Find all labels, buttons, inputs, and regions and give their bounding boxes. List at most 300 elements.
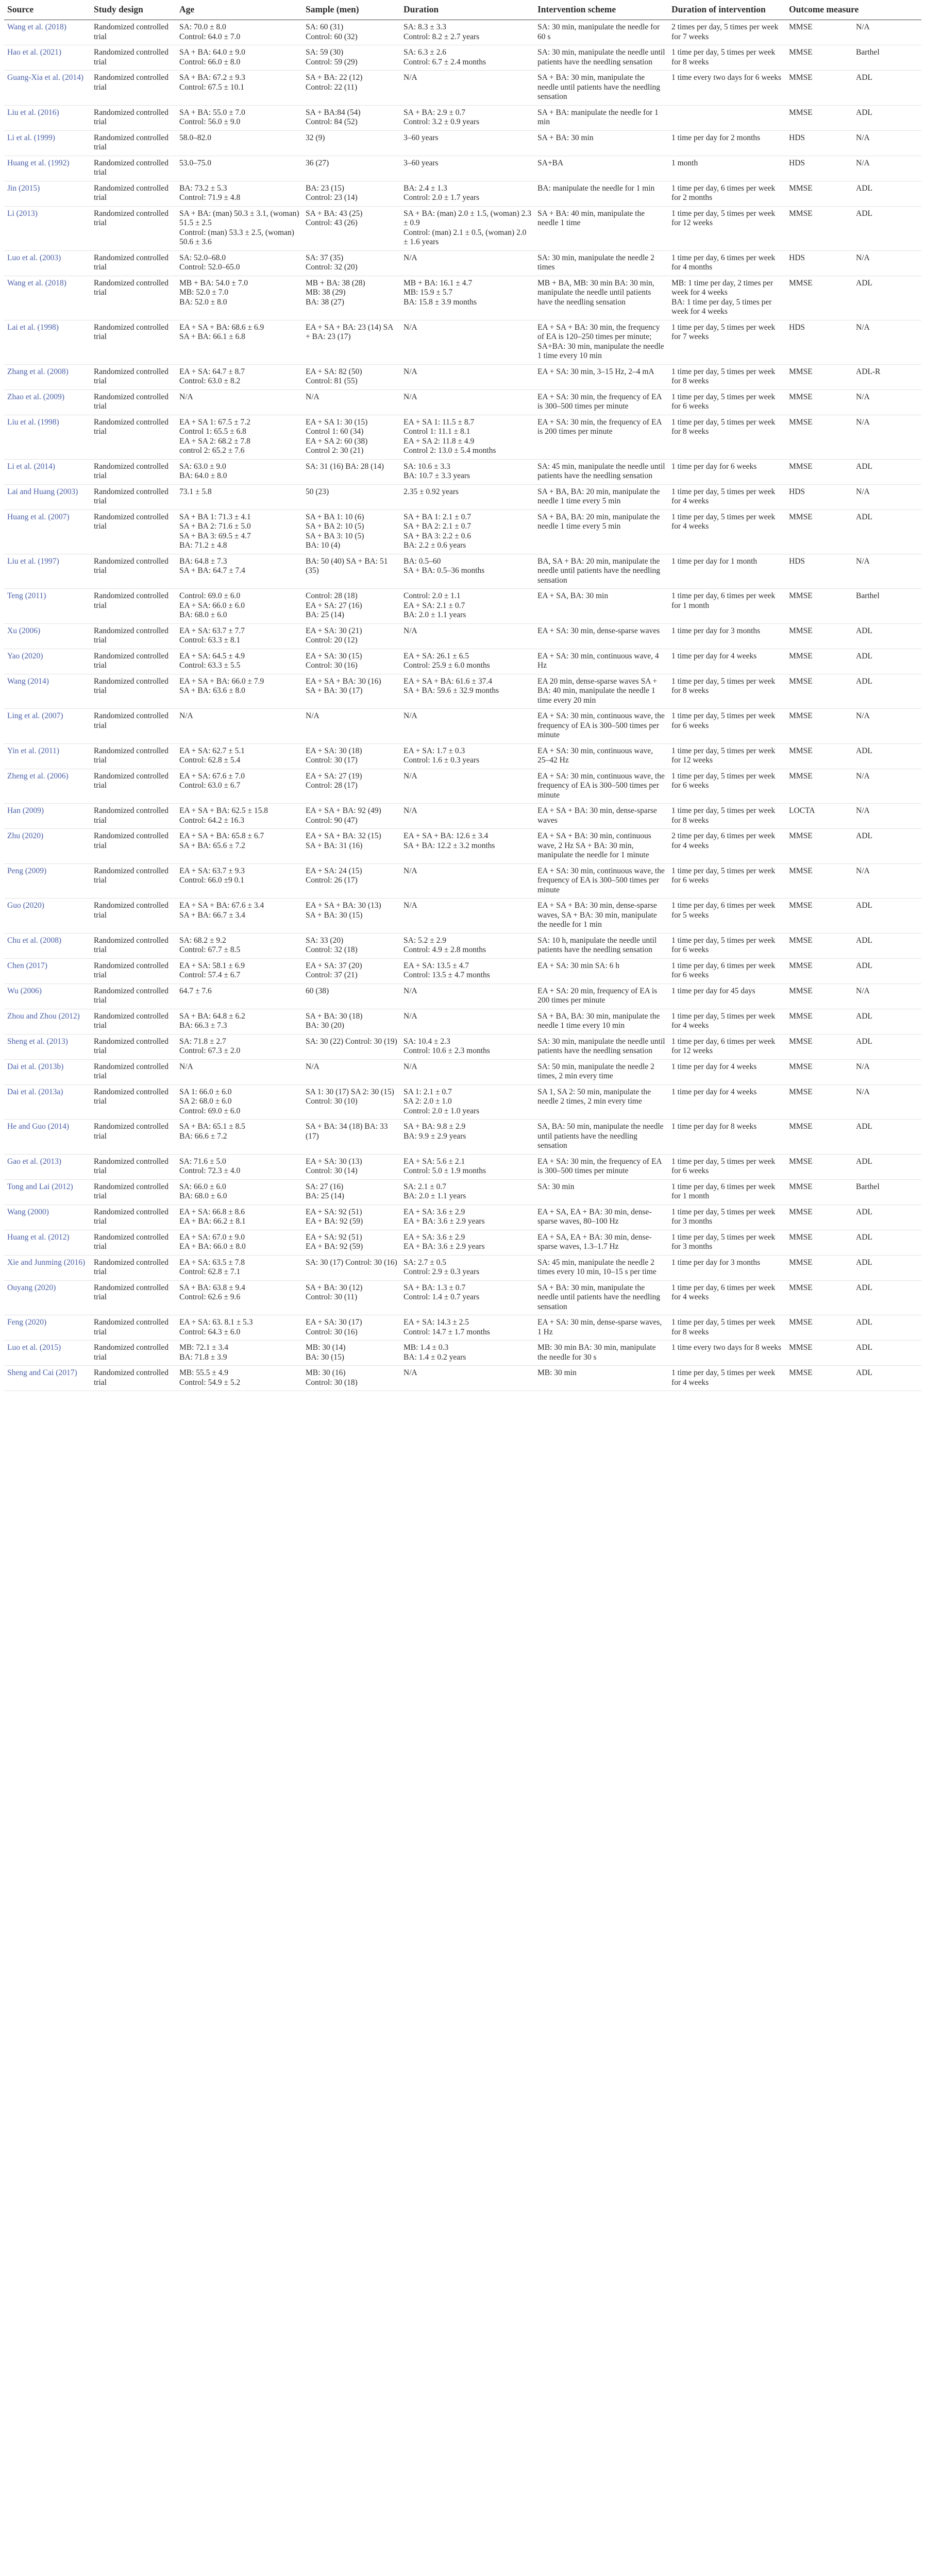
cell-source[interactable] — [4, 863, 91, 899]
age-text: EA + SA: 63.5 ± 7.8 Control: 62.8 ± 7.1 — [179, 1258, 245, 1276]
duration-text: 3–60 years — [403, 158, 439, 167]
source-text[interactable]: Lai et al. (1998) — [7, 323, 59, 332]
cell-intervention-scheme — [534, 105, 668, 130]
source-text[interactable]: Li (2013) — [7, 209, 38, 218]
cell-source[interactable] — [4, 1120, 91, 1155]
outcome-cognitive: MMSE — [789, 73, 813, 82]
cell-outcome-measure — [786, 459, 921, 484]
cell-intervention-scheme — [534, 459, 668, 484]
table-row — [4, 674, 921, 709]
duration-text: N/A — [403, 866, 417, 875]
cell-intervention-scheme — [534, 958, 668, 984]
table-row — [4, 743, 921, 769]
cell-outcome-measure — [786, 250, 921, 276]
table-row — [4, 863, 921, 899]
cell-duration-of-intervention — [668, 984, 786, 1009]
table-row — [4, 899, 921, 934]
outcome-cognitive: HDS — [789, 133, 805, 142]
cell-age — [176, 709, 302, 744]
outcome-cognitive: MMSE — [789, 183, 813, 193]
cell-intervention-scheme — [534, 623, 668, 649]
cell-sample — [302, 156, 400, 181]
source-text[interactable]: Luo et al. (2003) — [7, 253, 61, 262]
sample-text: EA + SA + BA: 23 (14) SA + BA: 23 (17) — [306, 323, 393, 341]
cell-study-design — [91, 1341, 176, 1366]
table-row — [4, 389, 921, 415]
cell-source[interactable] — [4, 984, 91, 1009]
cell-outcome-measure — [786, 45, 921, 71]
sample-text: EA + SA: 30 (15) Control: 30 (16) — [306, 651, 362, 670]
source-text[interactable]: Luo et al. (2015) — [7, 1343, 61, 1352]
cell-source[interactable] — [4, 933, 91, 958]
cell-duration-of-intervention — [668, 1366, 786, 1391]
source-text[interactable]: Sheng and Cai (2017) — [7, 1368, 77, 1377]
cell-intervention-scheme — [534, 769, 668, 804]
cell-source[interactable] — [4, 484, 91, 510]
cell-age — [176, 1034, 302, 1059]
outcome-function: N/A — [856, 866, 870, 875]
study-design-text: Randomized controlled trial — [94, 771, 169, 790]
source-text[interactable]: Dai et al. (2013a) — [7, 1087, 63, 1096]
source-text[interactable]: Zhou and Zhou (2012) — [7, 1011, 80, 1021]
source-text[interactable]: Wang et al. (2018) — [7, 23, 66, 31]
source-text[interactable]: Guo (2020) — [7, 901, 44, 910]
age-text: SA + BA: 64.8 ± 6.2 BA: 66.3 ± 7.3 — [179, 1011, 245, 1030]
outcome-cognitive: MMSE — [789, 711, 813, 720]
cell-duration-of-intervention — [668, 623, 786, 649]
source-text[interactable]: Lai and Huang (2003) — [7, 487, 78, 496]
sample-text: EA + SA: 30 (21) Control: 20 (12) — [306, 626, 362, 645]
cell-outcome-measure — [786, 1205, 921, 1230]
cell-outcome-measure — [786, 415, 921, 459]
study-design-text: Randomized controlled trial — [94, 417, 169, 436]
source-text[interactable]: Liu et al. (2016) — [7, 108, 59, 117]
source-text[interactable]: Wu (2006) — [7, 986, 42, 995]
cell-source[interactable] — [4, 206, 91, 250]
cell-intervention-scheme — [534, 743, 668, 769]
cell-sample — [302, 105, 400, 130]
cell-source[interactable] — [4, 743, 91, 769]
source-text[interactable]: Feng (2020) — [7, 1318, 47, 1327]
source-text[interactable]: Wang (2014) — [7, 676, 49, 686]
source-text[interactable]: Guang-Xia et al. (2014) — [7, 73, 84, 82]
study-design-text: Randomized controlled trial — [94, 23, 169, 41]
cell-duration — [400, 829, 534, 864]
cell-source[interactable] — [4, 105, 91, 130]
cell-source[interactable] — [4, 589, 91, 624]
cell-outcome-measure — [786, 484, 921, 510]
cell-study-design — [91, 649, 176, 674]
source-text[interactable]: Zhu (2020) — [7, 832, 44, 840]
cell-source[interactable] — [4, 1179, 91, 1205]
source-text[interactable]: Yao (2020) — [7, 651, 43, 660]
cell-source[interactable] — [4, 250, 91, 276]
cell-intervention-scheme — [534, 1255, 668, 1280]
cell-source[interactable] — [4, 20, 91, 45]
cell-study-design — [91, 829, 176, 864]
outcome-cognitive: MMSE — [789, 986, 813, 995]
source-text[interactable]: Jin (2015) — [7, 183, 40, 193]
cell-source[interactable] — [4, 1315, 91, 1341]
duration-of-intervention-text: 1 time per day, 5 times per week for 6 weeks — [671, 936, 776, 954]
cell-source[interactable] — [4, 709, 91, 744]
cell-sample — [302, 1059, 400, 1084]
cell-sample — [302, 1009, 400, 1034]
cell-sample — [302, 589, 400, 624]
cell-sample — [302, 459, 400, 484]
outcome-function: Barthel — [856, 48, 880, 57]
cell-source[interactable] — [4, 1230, 91, 1255]
cell-outcome-measure — [786, 1255, 921, 1280]
sample-text: BA: 23 (15) Control: 23 (14) — [306, 183, 358, 202]
cell-duration-of-intervention — [668, 899, 786, 934]
outcome-function: N/A — [856, 487, 870, 496]
study-design-text: Randomized controlled trial — [94, 133, 169, 151]
cell-duration — [400, 933, 534, 958]
cell-study-design — [91, 984, 176, 1009]
cell-intervention-scheme — [534, 829, 668, 864]
cell-age — [176, 20, 302, 45]
duration-text: SA + BA: 9.8 ± 2.9 BA: 9.9 ± 2.9 years — [403, 1122, 466, 1141]
source-text[interactable]: Huang et al. (2012) — [7, 1232, 70, 1242]
age-text: EA + SA: 66.8 ± 8.6 EA + BA: 66.2 ± 8.1 — [179, 1207, 246, 1226]
outcome-cognitive: MMSE — [789, 278, 813, 287]
cell-duration-of-intervention — [668, 276, 786, 320]
cell-intervention-scheme — [534, 554, 668, 589]
cell-source[interactable] — [4, 130, 91, 156]
duration-of-intervention-text: 1 time per day, 5 times per week for 6 weeks — [671, 771, 776, 790]
cell-duration-of-intervention — [668, 1205, 786, 1230]
cell-intervention-scheme — [534, 649, 668, 674]
cell-source[interactable] — [4, 1059, 91, 1084]
cell-source[interactable] — [4, 1255, 91, 1280]
source-text[interactable]: Chen (2017) — [7, 961, 47, 970]
cell-sample — [302, 1154, 400, 1179]
header-duration-of-intervention: Duration of intervention — [668, 0, 786, 20]
source-text[interactable]: Xie and Junming (2016) — [7, 1258, 86, 1267]
source-text[interactable]: Teng (2011) — [7, 591, 46, 600]
table-body — [4, 20, 921, 1391]
source-text[interactable]: Zheng et al. (2006) — [7, 771, 69, 781]
cell-source[interactable] — [4, 156, 91, 181]
outcome-cognitive: MMSE — [789, 591, 813, 600]
cell-sample — [302, 804, 400, 829]
table-row — [4, 1059, 921, 1084]
source-text[interactable]: Zhao et al. (2009) — [7, 392, 65, 401]
cell-sample — [302, 389, 400, 415]
cell-outcome-measure — [786, 1341, 921, 1366]
outcome-cognitive: HDS — [789, 253, 805, 262]
duration-of-intervention-text: 1 time per day, 6 times per week for 5 weeks — [671, 901, 776, 920]
source-text[interactable]: Han (2009) — [7, 806, 44, 815]
cell-source[interactable] — [4, 364, 91, 389]
source-text[interactable]: Hao et al. (2021) — [7, 48, 62, 57]
sample-text: MB: 30 (14) BA: 30 (15) — [306, 1343, 346, 1362]
age-text: SA: 70.0 ± 8.0 Control: 64.0 ± 7.0 — [179, 23, 241, 41]
cell-source[interactable] — [4, 510, 91, 554]
cell-duration — [400, 320, 534, 364]
age-text: SA: 52.0–68.0 Control: 52.0–65.0 — [179, 253, 240, 272]
source-text[interactable]: Tong and Lai (2012) — [7, 1182, 73, 1191]
age-text: 53.0–75.0 — [179, 158, 211, 167]
cell-intervention-scheme — [534, 1084, 668, 1120]
cell-outcome-measure — [786, 829, 921, 864]
table-row — [4, 958, 921, 984]
duration-of-intervention-text: 1 time per day, 5 times per week for 8 weeks — [671, 806, 776, 825]
cell-source[interactable] — [4, 674, 91, 709]
table-row — [4, 1009, 921, 1034]
cell-source[interactable] — [4, 649, 91, 674]
cell-source[interactable] — [4, 899, 91, 934]
cell-sample — [302, 1255, 400, 1280]
cell-source[interactable] — [4, 1205, 91, 1230]
cell-outcome-measure — [786, 156, 921, 181]
cell-duration — [400, 674, 534, 709]
cell-study-design — [91, 206, 176, 250]
cell-study-design — [91, 1009, 176, 1034]
source-text[interactable]: Xu (2006) — [7, 626, 41, 635]
cell-duration — [400, 1315, 534, 1341]
sample-text: SA: 30 (17) Control: 30 (16) — [306, 1258, 397, 1267]
cell-age — [176, 1280, 302, 1315]
cell-age — [176, 250, 302, 276]
cell-intervention-scheme — [534, 206, 668, 250]
intervention-scheme-text: EA + SA, EA + BA: 30 min, dense-sparse waves, 1.3–1.7 Hz — [537, 1232, 652, 1251]
outcome-cognitive: MMSE — [789, 1037, 813, 1046]
duration-text: N/A — [403, 771, 417, 781]
outcome-function: ADL-R — [856, 367, 881, 376]
cell-outcome-measure — [786, 933, 921, 958]
duration-text: SA + BA: 1.3 ± 0.7 Control: 1.4 ± 0.7 years — [403, 1283, 480, 1301]
duration-of-intervention-text: 1 time per day, 5 times per week for 4 weeks — [671, 487, 776, 505]
age-text: SA + BA: (man) 50.3 ± 3.1, (woman) 51.5 ± 2.5 Control: (man) 53.3 ± 2.5, (woman) 50.6 ± 3.6 — [179, 209, 299, 246]
cell-source[interactable] — [4, 623, 91, 649]
intervention-scheme-text: EA + SA: 30 min, continuous wave, the frequency of EA is 300–500 times per minute — [537, 771, 665, 800]
table-row — [4, 1034, 921, 1059]
duration-text: BA: 0.5–60 SA + BA: 0.5–36 months — [403, 556, 485, 575]
cell-intervention-scheme — [534, 1205, 668, 1230]
cell-source[interactable] — [4, 71, 91, 106]
cell-age — [176, 389, 302, 415]
duration-of-intervention-text: 1 time per day for 8 weeks — [671, 1122, 757, 1131]
table-row — [4, 804, 921, 829]
cell-intervention-scheme — [534, 1034, 668, 1059]
outcome-function: ADL — [856, 1258, 872, 1267]
cell-outcome-measure — [786, 1059, 921, 1084]
cell-age — [176, 510, 302, 554]
source-text[interactable]: Peng (2009) — [7, 866, 47, 875]
header-row — [4, 0, 921, 20]
intervention-scheme-text: SA+BA — [537, 158, 564, 167]
source-text[interactable]: Li et al. (2014) — [7, 462, 55, 471]
source-text[interactable]: Yin et al. (2011) — [7, 746, 60, 755]
cell-source[interactable] — [4, 1009, 91, 1034]
intervention-scheme-text: EA + SA, EA + BA: 30 min, dense-sparse waves, 80–100 Hz — [537, 1207, 652, 1226]
outcome-function: ADL — [856, 1011, 872, 1021]
cell-outcome-measure — [786, 1366, 921, 1391]
cell-study-design — [91, 415, 176, 459]
cell-sample — [302, 20, 400, 45]
source-text[interactable]: Chu et al. (2008) — [7, 936, 62, 945]
cell-sample — [302, 276, 400, 320]
outcome-cognitive: MMSE — [789, 23, 813, 31]
cell-source[interactable] — [4, 276, 91, 320]
age-text: EA + SA: 67.0 ± 9.0 EA + BA: 66.0 ± 8.0 — [179, 1232, 246, 1251]
outcome-function: ADL — [856, 108, 872, 117]
cell-sample — [302, 829, 400, 864]
study-design-text: Randomized controlled trial — [94, 323, 169, 341]
cell-outcome-measure — [786, 389, 921, 415]
cell-source[interactable] — [4, 804, 91, 829]
duration-text: EA + SA: 5.6 ± 2.1 Control: 5.0 ± 1.9 months — [403, 1157, 486, 1175]
cell-source[interactable] — [4, 459, 91, 484]
outcome-cognitive: MMSE — [789, 1011, 813, 1021]
intervention-scheme-text: SA, BA: 50 min, manipulate the needle until patients have the needling sensation — [537, 1122, 664, 1150]
table-row — [4, 1341, 921, 1366]
source-text[interactable]: Gao et al. (2013) — [7, 1157, 62, 1166]
cell-outcome-measure — [786, 71, 921, 106]
table-row — [4, 933, 921, 958]
intervention-scheme-text: EA + SA: 30 min, continuous wave, the frequency of EA is 300–500 times per minute — [537, 866, 665, 894]
source-text[interactable]: Ouyang (2020) — [7, 1283, 56, 1292]
table-row — [4, 1255, 921, 1280]
cell-source[interactable] — [4, 958, 91, 984]
cell-outcome-measure — [786, 1179, 921, 1205]
cell-source[interactable] — [4, 181, 91, 206]
outcome-function: N/A — [856, 392, 870, 401]
cell-source[interactable] — [4, 829, 91, 864]
cell-intervention-scheme — [534, 510, 668, 554]
cell-age — [176, 1084, 302, 1120]
cell-duration — [400, 1034, 534, 1059]
cell-duration-of-intervention — [668, 554, 786, 589]
source-text[interactable]: Sheng et al. (2013) — [7, 1037, 68, 1046]
header-duration: Duration — [400, 0, 534, 20]
study-design-text: Randomized controlled trial — [94, 278, 169, 297]
outcome-function: N/A — [856, 417, 870, 427]
cell-age — [176, 71, 302, 106]
cell-study-design — [91, 1205, 176, 1230]
source-text[interactable]: Dai et al. (2013b) — [7, 1062, 64, 1071]
cell-intervention-scheme — [534, 389, 668, 415]
source-text[interactable]: Huang et al. (1992) — [7, 158, 70, 167]
duration-text: N/A — [403, 392, 417, 401]
intervention-scheme-text: SA + BA: 30 min, manipulate the needle until patients have the needling sensation — [537, 1283, 661, 1311]
cell-sample — [302, 1084, 400, 1120]
cell-source[interactable] — [4, 389, 91, 415]
header-source: Source — [4, 0, 91, 20]
table-row — [4, 649, 921, 674]
cell-duration-of-intervention — [668, 1255, 786, 1280]
source-text[interactable]: Wang (2000) — [7, 1207, 49, 1216]
cell-outcome-measure — [786, 206, 921, 250]
source-text[interactable]: Liu et al. (1998) — [7, 417, 59, 427]
header-outcome-measure: Outcome measure — [786, 0, 921, 20]
outcome-cognitive: MMSE — [789, 1182, 813, 1191]
table-row — [4, 709, 921, 744]
outcome-cognitive: MMSE — [789, 1258, 813, 1267]
source-text[interactable]: He and Guo (2014) — [7, 1122, 70, 1131]
intervention-scheme-text: SA: 50 min, manipulate the needle 2 times, 2 min every time — [537, 1062, 654, 1080]
cell-age — [176, 743, 302, 769]
cell-study-design — [91, 674, 176, 709]
cell-age — [176, 769, 302, 804]
study-design-text: Randomized controlled trial — [94, 1207, 169, 1226]
age-text: N/A — [179, 1062, 193, 1071]
source-text[interactable]: Liu et al. (1997) — [7, 556, 59, 566]
source-text[interactable]: Ling et al. (2007) — [7, 711, 63, 720]
age-text: MB: 55.5 ± 4.9 Control: 54.9 ± 5.2 — [179, 1368, 241, 1387]
age-text: SA + BA: 64.0 ± 9.0 Control: 66.0 ± 8.0 — [179, 48, 245, 66]
source-text[interactable]: Huang et al. (2007) — [7, 512, 70, 521]
table-row — [4, 484, 921, 510]
intervention-scheme-text: EA + SA: 30 min, 3–15 Hz, 2–4 mA — [537, 367, 654, 376]
cell-study-design — [91, 130, 176, 156]
duration-text: N/A — [403, 986, 417, 995]
cell-intervention-scheme — [534, 804, 668, 829]
cell-age — [176, 130, 302, 156]
table-row — [4, 510, 921, 554]
cell-source[interactable] — [4, 1084, 91, 1120]
duration-of-intervention-text: 2 time per day, 6 times per week for 4 weeks — [671, 832, 776, 850]
source-text[interactable]: Zhang et al. (2008) — [7, 367, 69, 376]
cell-source[interactable] — [4, 45, 91, 71]
cell-outcome-measure — [786, 743, 921, 769]
cell-source[interactable] — [4, 1154, 91, 1179]
duration-of-intervention-text: 1 time per day, 5 times per week for 12 weeks — [671, 209, 776, 227]
source-text[interactable]: Wang et al. (2018) — [7, 278, 66, 287]
intervention-scheme-text: EA + SA: 30 min, continuous wave, 25–42 Hz — [537, 746, 653, 765]
cell-age — [176, 45, 302, 71]
study-design-text: Randomized controlled trial — [94, 462, 169, 480]
duration-text: EA + SA: 1.7 ± 0.3 Control: 1.6 ± 0.3 years — [403, 746, 480, 765]
cell-source[interactable] — [4, 1341, 91, 1366]
header-study-design: Study design — [91, 0, 176, 20]
intervention-scheme-text: SA + BA: 30 min — [537, 133, 594, 142]
intervention-scheme-text: SA 1, SA 2: 50 min, manipulate the needle 2 times, 2 min every time — [537, 1087, 651, 1106]
duration-text: SA + BA: (man) 2.0 ± 1.5, (woman) 2.3 ± 0.9 Control: (man) 2.1 ± 0.5, (woman) 2.0 ± 1.6 years — [403, 209, 532, 246]
cell-source[interactable] — [4, 769, 91, 804]
sample-text: BA: 50 (40) SA + BA: 51 (35) — [306, 556, 388, 575]
cell-source[interactable] — [4, 320, 91, 364]
cell-source[interactable] — [4, 554, 91, 589]
cell-sample — [302, 623, 400, 649]
cell-duration — [400, 415, 534, 459]
cell-sample — [302, 1366, 400, 1391]
cell-age — [176, 320, 302, 364]
source-text[interactable]: Li et al. (1999) — [7, 133, 55, 142]
cell-study-design — [91, 554, 176, 589]
study-design-text: Randomized controlled trial — [94, 487, 169, 505]
cell-source[interactable] — [4, 1034, 91, 1059]
age-text: SA + BA: 65.1 ± 8.5 BA: 66.6 ± 7.2 — [179, 1122, 245, 1141]
age-text: EA + SA: 62.7 ± 5.1 Control: 62.8 ± 5.4 — [179, 746, 245, 765]
table-row — [4, 1179, 921, 1205]
cell-source[interactable] — [4, 1366, 91, 1391]
study-design-text: Randomized controlled trial — [94, 626, 169, 645]
cell-duration-of-intervention — [668, 1084, 786, 1120]
age-text: BA: 64.8 ± 7.3 SA + BA: 64.7 ± 7.4 — [179, 556, 245, 575]
cell-source[interactable] — [4, 1280, 91, 1315]
cell-age — [176, 649, 302, 674]
cell-sample — [302, 71, 400, 106]
cell-study-design — [91, 769, 176, 804]
sample-text: EA + SA: 24 (15) Control: 26 (17) — [306, 866, 362, 885]
cell-source[interactable] — [4, 415, 91, 459]
header-sample: Sample (men) — [302, 0, 400, 20]
cell-study-design — [91, 623, 176, 649]
intervention-scheme-text: EA + SA: 30 min, continuous wave, the frequency of EA is 300–500 times per minute — [537, 711, 665, 739]
